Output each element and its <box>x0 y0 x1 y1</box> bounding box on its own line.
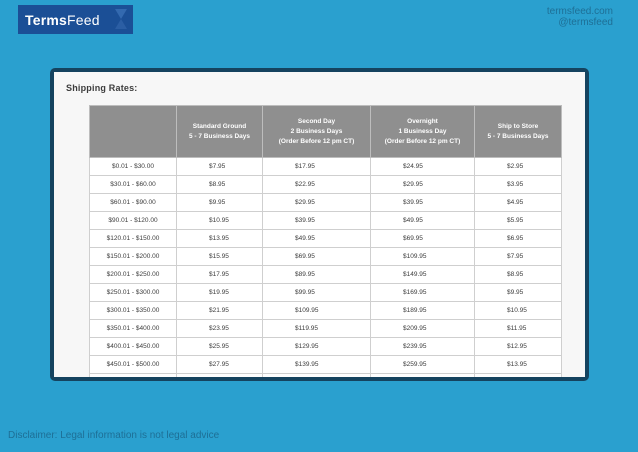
column-header-line: Ship to Store <box>497 122 539 130</box>
rate-cell: $129.95 <box>263 338 371 356</box>
column-header <box>371 106 475 158</box>
table-row <box>90 374 562 378</box>
rate-cell: $109.95 <box>371 248 475 266</box>
rate-cell: $69.95 <box>371 230 475 248</box>
rate-cell: $9.95 <box>177 194 263 212</box>
rate-cell: $149.95 <box>371 266 475 284</box>
order-range-cell: $90.01 - $120.00 <box>90 212 177 230</box>
column-header-line: (Order Before 12 pm CT) <box>278 137 355 145</box>
rate-cell: $49.95 <box>263 230 371 248</box>
rate-cell: $12.95 <box>475 338 562 356</box>
column-header-line: Second Day <box>297 117 336 125</box>
table-row <box>90 212 562 230</box>
rate-cell: $5.95 <box>475 212 562 230</box>
table-row <box>90 320 562 338</box>
rate-cell: $209.95 <box>371 320 475 338</box>
rate-cell: $49.95 <box>371 212 475 230</box>
order-range-cell <box>90 374 177 378</box>
rate-cell <box>475 374 562 378</box>
rate-cell: $4.95 <box>475 194 562 212</box>
table-row <box>90 302 562 320</box>
column-header <box>90 106 177 158</box>
rate-cell: $3.95 <box>475 176 562 194</box>
rate-cell: $10.95 <box>475 302 562 320</box>
rate-cell: $259.95 <box>371 356 475 374</box>
rate-cell <box>177 374 263 378</box>
rate-cell: $109.95 <box>263 302 371 320</box>
logo-mark-icon <box>113 7 129 31</box>
order-range-cell: $200.01 - $250.00 <box>90 266 177 284</box>
rate-cell: $8.95 <box>475 266 562 284</box>
table-row <box>90 230 562 248</box>
order-range-cell: $400.01 - $450.00 <box>90 338 177 356</box>
rate-cell: $11.95 <box>475 320 562 338</box>
rate-cell: $17.95 <box>263 158 371 176</box>
rate-cell: $169.95 <box>371 284 475 302</box>
order-range-cell: $150.01 - $200.00 <box>90 248 177 266</box>
order-range-cell: $250.01 - $300.00 <box>90 284 177 302</box>
rate-cell: $69.95 <box>263 248 371 266</box>
rate-cell: $29.95 <box>371 176 475 194</box>
table-body <box>90 158 562 378</box>
column-header-line: 1 Business Day <box>398 127 447 135</box>
rate-cell: $189.95 <box>371 302 475 320</box>
rate-cell: $29.95 <box>263 194 371 212</box>
order-range-cell: $350.01 - $400.00 <box>90 320 177 338</box>
rate-cell: $15.95 <box>177 248 263 266</box>
rate-cell: $19.95 <box>177 284 263 302</box>
column-header-line: Overnight <box>407 117 438 125</box>
shipping-rates-card <box>50 68 589 381</box>
rate-cell: $13.95 <box>177 230 263 248</box>
rate-cell: $7.95 <box>475 248 562 266</box>
rate-cell: $17.95 <box>177 266 263 284</box>
table-row <box>90 338 562 356</box>
rate-cell: $21.95 <box>177 302 263 320</box>
order-range-cell: $120.01 - $150.00 <box>90 230 177 248</box>
site-handle[interactable]: @termsfeed <box>558 17 613 28</box>
rate-cell: $10.95 <box>177 212 263 230</box>
table-row <box>90 266 562 284</box>
column-header-line: 5 - 7 Business Days <box>188 132 251 140</box>
rate-cell <box>371 374 475 378</box>
rate-cell: $24.95 <box>371 158 475 176</box>
table-row <box>90 356 562 374</box>
rate-cell: $6.95 <box>475 230 562 248</box>
column-header-line: Standard Ground <box>192 122 247 130</box>
rate-cell: $25.95 <box>177 338 263 356</box>
column-header <box>475 106 562 158</box>
shipping-rates-table <box>89 105 562 377</box>
rate-cell: $9.95 <box>475 284 562 302</box>
disclaimer: Disclaimer: Legal information is not legal advice <box>8 430 220 441</box>
table-row <box>90 248 562 266</box>
rate-cell: $99.95 <box>263 284 371 302</box>
column-header-line: 5 - 7 Business Days <box>487 132 549 140</box>
rate-cell: $39.95 <box>263 212 371 230</box>
brand-name-bold: Terms <box>25 11 67 28</box>
rate-cell: $7.95 <box>177 158 263 176</box>
rate-cell: $89.95 <box>263 266 371 284</box>
rate-cell: $139.95 <box>263 356 371 374</box>
rate-cell: $239.95 <box>371 338 475 356</box>
order-range-cell: $60.01 - $90.00 <box>90 194 177 212</box>
rate-cell: $39.95 <box>371 194 475 212</box>
rate-cell <box>263 374 371 378</box>
rate-cell: $8.95 <box>177 176 263 194</box>
rate-cell: $119.95 <box>263 320 371 338</box>
order-range-cell: $0.01 - $30.00 <box>90 158 177 176</box>
rate-cell: $27.95 <box>177 356 263 374</box>
column-header <box>263 106 371 158</box>
table-row <box>90 158 562 176</box>
rate-cell: $2.95 <box>475 158 562 176</box>
table-row <box>90 284 562 302</box>
table-row <box>90 194 562 212</box>
table-row <box>90 176 562 194</box>
table-header-row <box>90 106 562 158</box>
site-info <box>547 6 613 28</box>
card-title: Shipping Rates: <box>66 83 138 93</box>
rate-cell: $23.95 <box>177 320 263 338</box>
column-header-line: 2 Business Days <box>290 127 343 135</box>
order-range-cell: $300.01 - $350.00 <box>90 302 177 320</box>
order-range-cell: $30.01 - $60.00 <box>90 176 177 194</box>
column-header-line: (Order Before 12 pm CT) <box>384 137 461 145</box>
card-content <box>54 72 585 377</box>
site-url[interactable]: termsfeed.com <box>546 6 613 17</box>
rate-cell: $13.95 <box>475 356 562 374</box>
brand-logo[interactable] <box>18 5 133 34</box>
rate-cell: $22.95 <box>263 176 371 194</box>
brand-name-regular: Feed <box>66 11 100 28</box>
column-header <box>177 106 263 158</box>
order-range-cell: $450.01 - $500.00 <box>90 356 177 374</box>
